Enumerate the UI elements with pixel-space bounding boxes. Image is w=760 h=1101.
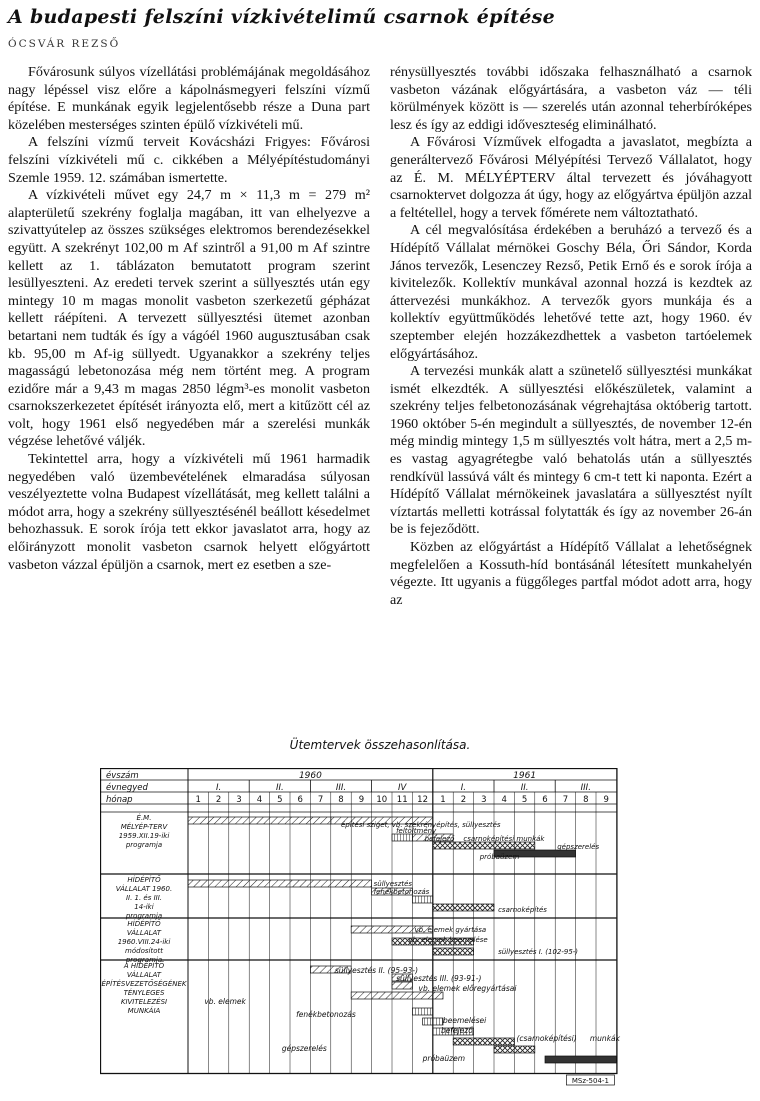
month-label: 7	[317, 795, 324, 805]
header-label-month: hónap	[106, 795, 133, 805]
bar-label: építési sziget, vb. szekrényépítés, süllyesztés	[341, 821, 501, 829]
row-label: programja	[125, 912, 163, 920]
schedule-bar	[392, 982, 412, 989]
row-label: TÉNYLEGES	[123, 989, 165, 997]
schedule-bar	[494, 1046, 535, 1053]
quarter-label: II.	[275, 783, 284, 793]
bar-label: vb. elemek előregyártásai	[418, 984, 517, 993]
bar-label: próbaüzem	[479, 853, 520, 861]
row-label: programja	[125, 956, 163, 964]
quarter-label: I.	[215, 783, 222, 793]
paragraph: Tekintettel arra, hogy a vízkivételi mű 1961 harmadik negyedében való üzembevételének elmaradása súlyosan veszélyeztette volna Budapest vízellátását, meg kellett találni a módot arra, hogy a szekrény süllyesztésénél beállott késedelmet behozhassuk. E sorok írója tett ekkor javaslatot arra, hogy az előirányzott monolit vasbeton csarnok helyett előgyártott vasbeton vázzal épüljön a csarnok, mert ez esetben a sze-	[8, 451, 370, 573]
bar-label: feltöltmény	[396, 827, 437, 835]
chart-frame	[101, 769, 617, 1074]
schedule-bar	[433, 948, 474, 955]
bar-label: süllyesztés III. (93-91-)	[396, 974, 482, 983]
row-label: 1960.VIII.24-iki	[117, 938, 171, 946]
row-label: 1959.XII.19-iki	[118, 832, 170, 840]
bar-label: süllyesztés II. (95-93-)	[334, 966, 419, 975]
quarter-label: I.	[460, 783, 467, 793]
article-author: ÓCSVÁR REZSŐ	[8, 38, 121, 50]
row-label: HÍDÉPÍTŐ	[127, 876, 161, 884]
year-label: 1960	[298, 771, 322, 781]
month-label: 1	[195, 795, 201, 805]
bar-label: süllyesztés	[373, 880, 413, 888]
bar-label: vb. elemek gyártása	[414, 926, 487, 934]
bar-label: vb. elemek beemelése	[408, 936, 488, 944]
month-label: 5	[521, 795, 528, 805]
bar-label: fenékbetonozás	[373, 888, 430, 896]
row-label: A HÍDÉPÍTŐ	[123, 962, 165, 970]
bar-label: befejező	[440, 1026, 473, 1035]
month-label: 9	[603, 795, 609, 805]
month-label: 1	[440, 795, 446, 805]
paragraph: Közben az előgyártást a Hídépítő Vállalat a lehetőségnek megfelelően a Kossuth-híd bontásánál létesített munkahelyén végezte. Itt ugyanis a függőleges partfal módot adott arra, hogy az	[390, 539, 752, 608]
row-label: MÉLYÉP-TERV	[120, 823, 168, 831]
paragraph: rénysüllyesztés további időszaka felhasználható a csarnok vasbeton vázának előgyártására, a vasbeton váz — téli körülmények között is — szerelés után azonnal teherbíróképes lesz és így az eddigi időveszteség eliminálható.	[390, 64, 752, 133]
schedule-bar	[188, 880, 372, 887]
bar-label: vb. elemek	[204, 997, 246, 1006]
month-label: 6	[297, 795, 303, 805]
quarter-label: II.	[520, 783, 529, 793]
row-label: 14-iki	[134, 903, 154, 911]
quarter-label: III.	[335, 783, 347, 793]
year-label: 1961	[513, 771, 537, 781]
month-label: 2	[460, 795, 467, 805]
bar-label: süllyesztés I. (102-95-)	[498, 948, 579, 956]
schedule-bar	[188, 817, 331, 824]
bar-label: gépszerelés	[281, 1044, 327, 1053]
bar-label: befejező	[424, 835, 455, 843]
month-label: 8	[583, 795, 589, 805]
row-label: HÍDÉPÍTŐ	[127, 920, 161, 928]
article-title: A budapesti felszíni vízkivételimű csarnok építése	[8, 6, 556, 28]
bar-label: csarnoképítés	[498, 906, 547, 914]
bar-label: gépszerelés	[557, 843, 600, 851]
month-label: 9	[358, 795, 365, 805]
bar-label: csarnoképítési munkák	[463, 835, 545, 843]
schedule-bar	[412, 1008, 432, 1015]
schedule-bar	[545, 1056, 616, 1063]
schedule-bar	[392, 834, 412, 841]
bar-label: fenékbetonozás	[296, 1010, 356, 1019]
paragraph: A felszíni vízmű terveit Kovácsházi Frigyes: Fővárosi felszíni vízkivételi mű c. cikkében a Mélyépítéstudományi Szemle 1959. 12. számában ismertette.	[8, 134, 370, 186]
month-label: 4	[256, 795, 263, 805]
month-label: 2	[215, 795, 222, 805]
row-label: II. 1. és III.	[125, 894, 163, 902]
header-label-year: évszám	[106, 771, 139, 781]
schedule-bar	[433, 904, 494, 911]
footnote-label: MSz-504-1	[571, 1077, 609, 1085]
row-label: VÁLLALAT	[126, 971, 162, 979]
month-label: 8	[338, 795, 344, 805]
left-column	[8, 64, 370, 574]
header-label-quarter: évnegyed	[106, 783, 148, 793]
row-label: VÁLLALAT 1960.	[115, 885, 173, 893]
paragraph: A tervezési munkák alatt a szünetelő süllyesztési munkákat ismét elkezdték. A süllyesztési előkészületek, valamint a szekrény teljes felbetonozásának végrehajtása októberig tartott. 1960 október 5-én megindult a süllyesztés, de november 12-én még mindig mintegy 1,5 m süllyesztés volt hátra, mert a 2,5 m-es vastag agyagrétegbe való behatolás után a süllyesztés rendkívül lassúvá vált és mintegy 6 cm-t tett ki naponta. Ezért a Hídépítő Vállalat mérnökeinek javaslatára a süllyesztést nyílt víztartás melletti kotrással folytatták és így az november 26-án be is fejeződött.	[390, 363, 752, 538]
chart-bars	[188, 817, 616, 1063]
month-label: 5	[277, 795, 283, 805]
quarter-label: III.	[580, 783, 591, 793]
schedule-bar	[412, 896, 432, 903]
schedule-bar	[351, 992, 443, 999]
row-label: VÁLLALAT	[126, 929, 162, 937]
bar-label: (csarnoképítési)	[516, 1034, 577, 1043]
month-label: 3	[236, 795, 242, 805]
month-label: 6	[542, 795, 548, 805]
bar-label: beemelései	[443, 1016, 487, 1025]
paragraph: Fővárosunk súlyos vízellátási problémájának megoldásához nagy lépéssel visz előre a kápolnásmegyeri felszíni vízmű építése. E munkának egyik legjelentősebb része a Duna part közelében mesterséges szinten épülő vízkivételi mű.	[8, 64, 370, 133]
month-label: 12	[417, 795, 429, 805]
schedule-bar	[453, 1038, 514, 1045]
schedule-comparison-chart	[100, 768, 660, 1086]
bar-label: munkák	[589, 1034, 620, 1043]
row-label: programja	[125, 841, 163, 849]
row-label: módosított	[125, 947, 163, 955]
month-label: 7	[562, 795, 569, 805]
bar-label: próbaüzem	[422, 1054, 466, 1063]
row-label: MUNKÁIA	[127, 1007, 161, 1015]
schedule-bar	[433, 842, 535, 849]
paragraph: A Fővárosi Vízművek elfogadta a javaslatot, megbízta a generáltervező Fővárosi Mélyépítési Tervező Vállalatot, hogy az É. M. MÉLYÉPTERV által tervezett és jóváhagyott csarnoktervet dolgozza át úgy, hogy az előgyártva épüljön azzal a feltétellel, hogy a tervek főmérete nem változtatható.	[390, 134, 752, 221]
row-label: KIVITELEZÉSI	[120, 998, 168, 1006]
right-column	[390, 64, 752, 609]
schedule-bar	[423, 1018, 443, 1025]
paragraph: A vízkivételi művet egy 24,7 m × 11,3 m = 279 m² alapterületű szekrény foglalja magában, itt van elhelyezve a szivattyútelep az összes szükséges elektromos berendezésekkel együtt. A szekrényt 102,00 m Af szintről a 91,00 m Af szintre kellett az 1. táblázaton bemutatott program szerint lesüllyeszteni. Az eredeti tervek szerint a süllyesztés után egy mintegy 10 m magas monolit vasbeton szerkezetű gépházat kellett ráépíteni. A tervezett süllyesztési ütemet azonban betartani nem tudták és így a vágóél 1960 augusztusában csak kb. 95,00 m Af-ig süllyedt. Ugyanakkor a szekrény teljes magasságú lebetonozása még nem történt meg. A program ezidőre már a 9,43 m magas 2850 légm³-es monolit vasbeton csarnokszerkezetet építését irányozta elő, mert a kitűzött cél az volt, hogy 1961 első negyedében már a szerelési munkák végzése lehetővé váljék.	[8, 187, 370, 450]
month-label: 11	[396, 795, 408, 805]
chart-title: Ütemtervek összehasonlítása.	[289, 738, 471, 752]
month-label: 3	[481, 795, 487, 805]
row-label: ÉPÍTÉSVEZETŐSÉGÉNEK	[101, 980, 187, 988]
month-label: 4	[501, 795, 507, 805]
row-label: É.M.	[136, 814, 152, 822]
paragraph: A cél megvalósítása érdekében a beruházó a tervező és a Hídépítő Vállalat mérnökei Goschy Béla, Őri Sándor, Korda János tervezők, Lesenczey Rezső, Petik Ernő és e sorok írója a kivitelezők. Kollektív munkával azonnal hozzá is kezdtek az áttervezési munkákhoz. A tervezők gyors munkája és a kollektív együttműködés lehetővé tette azt, hogy 1960. év szeptember elején hozzákezdhettek a vasbeton tartóelemek előgyártásához.	[390, 222, 752, 362]
month-label: 10	[376, 795, 388, 805]
quarter-label: IV	[398, 783, 407, 793]
